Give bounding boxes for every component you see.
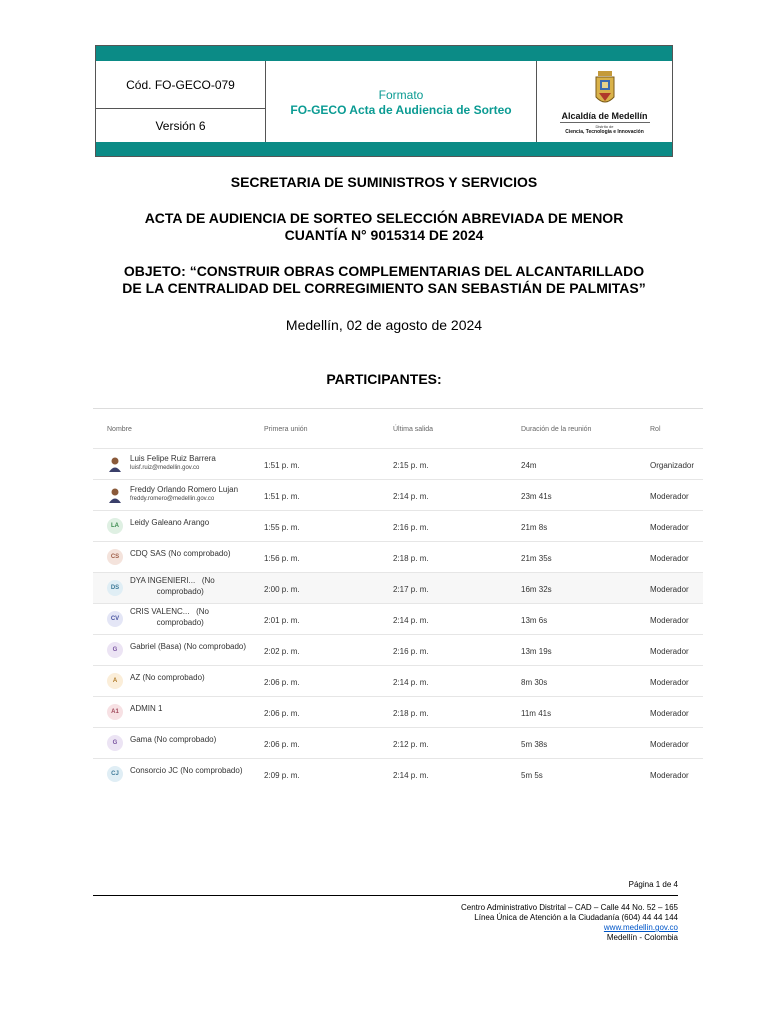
header-top-bar	[96, 46, 672, 61]
last-leave-cell: 2:14 p. m.	[393, 616, 429, 625]
duration-cell: 23m 41s	[521, 492, 552, 501]
document-date: Medellín, 02 de agosto de 2024	[285, 317, 483, 333]
address-line2: Línea Única de Atención a la Ciudadanía (604) 44 44 144	[474, 913, 678, 922]
objeto-line2: DE LA CENTRALIDAD DEL CORREGIMIENTO SAN SEBASTIÁN DE PALMITAS”	[122, 280, 646, 296]
city-line: Medellín - Colombia	[606, 933, 678, 942]
avatar-photo	[107, 456, 123, 472]
duration-cell: 11m 41s	[521, 709, 552, 718]
role-cell: Moderador	[650, 709, 689, 718]
table-row	[93, 479, 703, 511]
acta-heading-line1: ACTA DE AUDIENCIA DE SORTEO SELECCIÓN ABREVIADA DE MENOR	[144, 210, 624, 226]
participant-email: luisf.ruiz@medellin.gov.co	[130, 465, 200, 471]
first-join-cell: 1:51 p. m.	[264, 461, 300, 470]
last-leave-cell: 2:18 p. m.	[393, 554, 429, 563]
duration-cell: 13m 19s	[521, 647, 552, 656]
last-leave-cell: 2:16 p. m.	[393, 647, 429, 656]
website-link[interactable]: www.medellin.gov.co	[603, 923, 678, 932]
last-leave-cell: 2:14 p. m.	[393, 492, 429, 501]
role-cell: Moderador	[650, 554, 689, 563]
table-row	[93, 634, 703, 666]
last-leave-cell: 2:16 p. m.	[393, 523, 429, 532]
role-cell: Moderador	[650, 523, 689, 532]
avatar-initials: A1	[107, 704, 123, 720]
duration-cell: 21m 35s	[521, 554, 552, 563]
participant-name: Gama (No comprobado)	[130, 735, 217, 744]
column-header-last-leave: Última salida	[393, 426, 434, 433]
table-header	[93, 408, 703, 449]
table-row	[93, 603, 703, 635]
role-cell: Moderador	[650, 616, 689, 625]
document-header	[95, 45, 673, 157]
role-cell: Moderador	[650, 771, 689, 780]
logo-district: Distrito de	[560, 122, 650, 129]
table-row	[93, 727, 703, 759]
avatar-initials: CV	[107, 611, 123, 627]
first-join-cell: 2:06 p. m.	[264, 740, 300, 749]
participants-table	[93, 408, 703, 781]
logo-name: Alcaldía de Medellín	[561, 111, 648, 121]
participant-name: Leidy Galeano Arango	[130, 518, 210, 527]
acta-heading-line2: CUANTÍA N° 9015314 DE 2024	[284, 227, 484, 243]
table-row	[93, 665, 703, 697]
role-cell: Organizador	[650, 461, 695, 470]
participant-name: CRIS VALENC... (No comprobado)	[130, 607, 209, 627]
role-cell: Moderador	[650, 647, 689, 656]
format-label: Formato	[378, 87, 424, 102]
alcaldia-logo	[537, 61, 672, 143]
duration-cell: 5m 5s	[521, 771, 543, 780]
participant-name: Luis Felipe Ruiz Barrera	[130, 454, 216, 463]
first-join-cell: 2:00 p. m.	[264, 585, 300, 594]
participant-name: CDQ SAS (No comprobado)	[130, 549, 231, 558]
last-leave-cell: 2:14 p. m.	[393, 678, 429, 687]
table-row	[93, 541, 703, 573]
first-join-cell: 1:51 p. m.	[264, 492, 300, 501]
participant-email: freddy.romero@medellin.gov.co	[130, 496, 215, 502]
footer-address	[461, 903, 678, 943]
first-join-cell: 2:02 p. m.	[264, 647, 300, 656]
avatar-initials: DS	[107, 580, 123, 596]
table-row	[93, 572, 703, 604]
column-header-first-join: Primera unión	[264, 426, 308, 433]
participant-name: Freddy Orlando Romero Lujan	[130, 485, 239, 494]
participants-heading: PARTICIPANTES:	[326, 371, 442, 387]
participant-name: DYA INGENIERI... (No comprobado)	[130, 576, 215, 596]
last-leave-cell: 2:14 p. m.	[393, 771, 429, 780]
avatar-initials: G	[107, 735, 123, 751]
avatar-initials: A	[107, 673, 123, 689]
format-cell	[266, 61, 537, 143]
coat-of-arms-icon	[594, 71, 616, 109]
table-row	[93, 510, 703, 542]
table-row	[93, 758, 703, 790]
first-join-cell: 2:06 p. m.	[264, 709, 300, 718]
participant-name: Gabriel (Basa) (No comprobado)	[130, 642, 247, 651]
role-cell: Moderador	[650, 492, 689, 501]
table-row	[93, 448, 703, 480]
duration-cell: 21m 8s	[521, 523, 548, 532]
column-header-name: Nombre	[107, 426, 132, 433]
table-row	[93, 696, 703, 728]
page-number: Página 1 de 4	[628, 880, 678, 889]
avatar-initials: CJ	[107, 766, 123, 782]
last-leave-cell: 2:15 p. m.	[393, 461, 429, 470]
avatar-photo	[107, 487, 123, 503]
secretaria-heading: SECRETARIA DE SUMINISTROS Y SERVICIOS	[230, 174, 538, 190]
participant-name: Consorcio JC (No comprobado)	[130, 766, 243, 775]
participant-name: AZ (No comprobado)	[130, 673, 205, 682]
first-join-cell: 1:55 p. m.	[264, 523, 300, 532]
address-line1: Centro Administrativo Distrital – CAD – Calle 44 No. 52 – 165	[461, 903, 678, 912]
duration-cell: 16m 32s	[521, 585, 552, 594]
role-cell: Moderador	[650, 585, 689, 594]
last-leave-cell: 2:17 p. m.	[393, 585, 429, 594]
last-leave-cell: 2:12 p. m.	[393, 740, 429, 749]
header-bottom-bar	[96, 142, 672, 156]
avatar-initials: LA	[107, 518, 123, 534]
duration-cell: 8m 30s	[521, 678, 548, 687]
last-leave-cell: 2:18 p. m.	[393, 709, 429, 718]
first-join-cell: 2:09 p. m.	[264, 771, 300, 780]
avatar-initials: CS	[107, 549, 123, 565]
first-join-cell: 2:01 p. m.	[264, 616, 300, 625]
role-cell: Moderador	[650, 678, 689, 687]
document-code: Cód. FO-GECO-079	[96, 61, 266, 109]
column-header-duration: Duración de la reunión	[521, 426, 592, 433]
duration-cell: 5m 38s	[521, 740, 548, 749]
first-join-cell: 1:56 p. m.	[264, 554, 300, 563]
duration-cell: 13m 6s	[521, 616, 548, 625]
document-version: Versión 6	[96, 109, 266, 143]
participant-name: ADMIN 1	[130, 704, 163, 713]
role-cell: Moderador	[650, 740, 689, 749]
avatar-initials: G	[107, 642, 123, 658]
first-join-cell: 2:06 p. m.	[264, 678, 300, 687]
format-title: FO-GECO Acta de Audiencia de Sorteo	[290, 102, 512, 117]
column-header-role: Rol	[650, 426, 661, 433]
duration-cell: 24m	[521, 461, 537, 470]
footer-divider	[93, 895, 678, 896]
logo-subtitle: Ciencia, Tecnología e Innovación	[565, 129, 644, 135]
objeto-line1: OBJETO: “CONSTRUIR OBRAS COMPLEMENTARIAS DEL ALCANTARILLADO	[123, 263, 645, 279]
